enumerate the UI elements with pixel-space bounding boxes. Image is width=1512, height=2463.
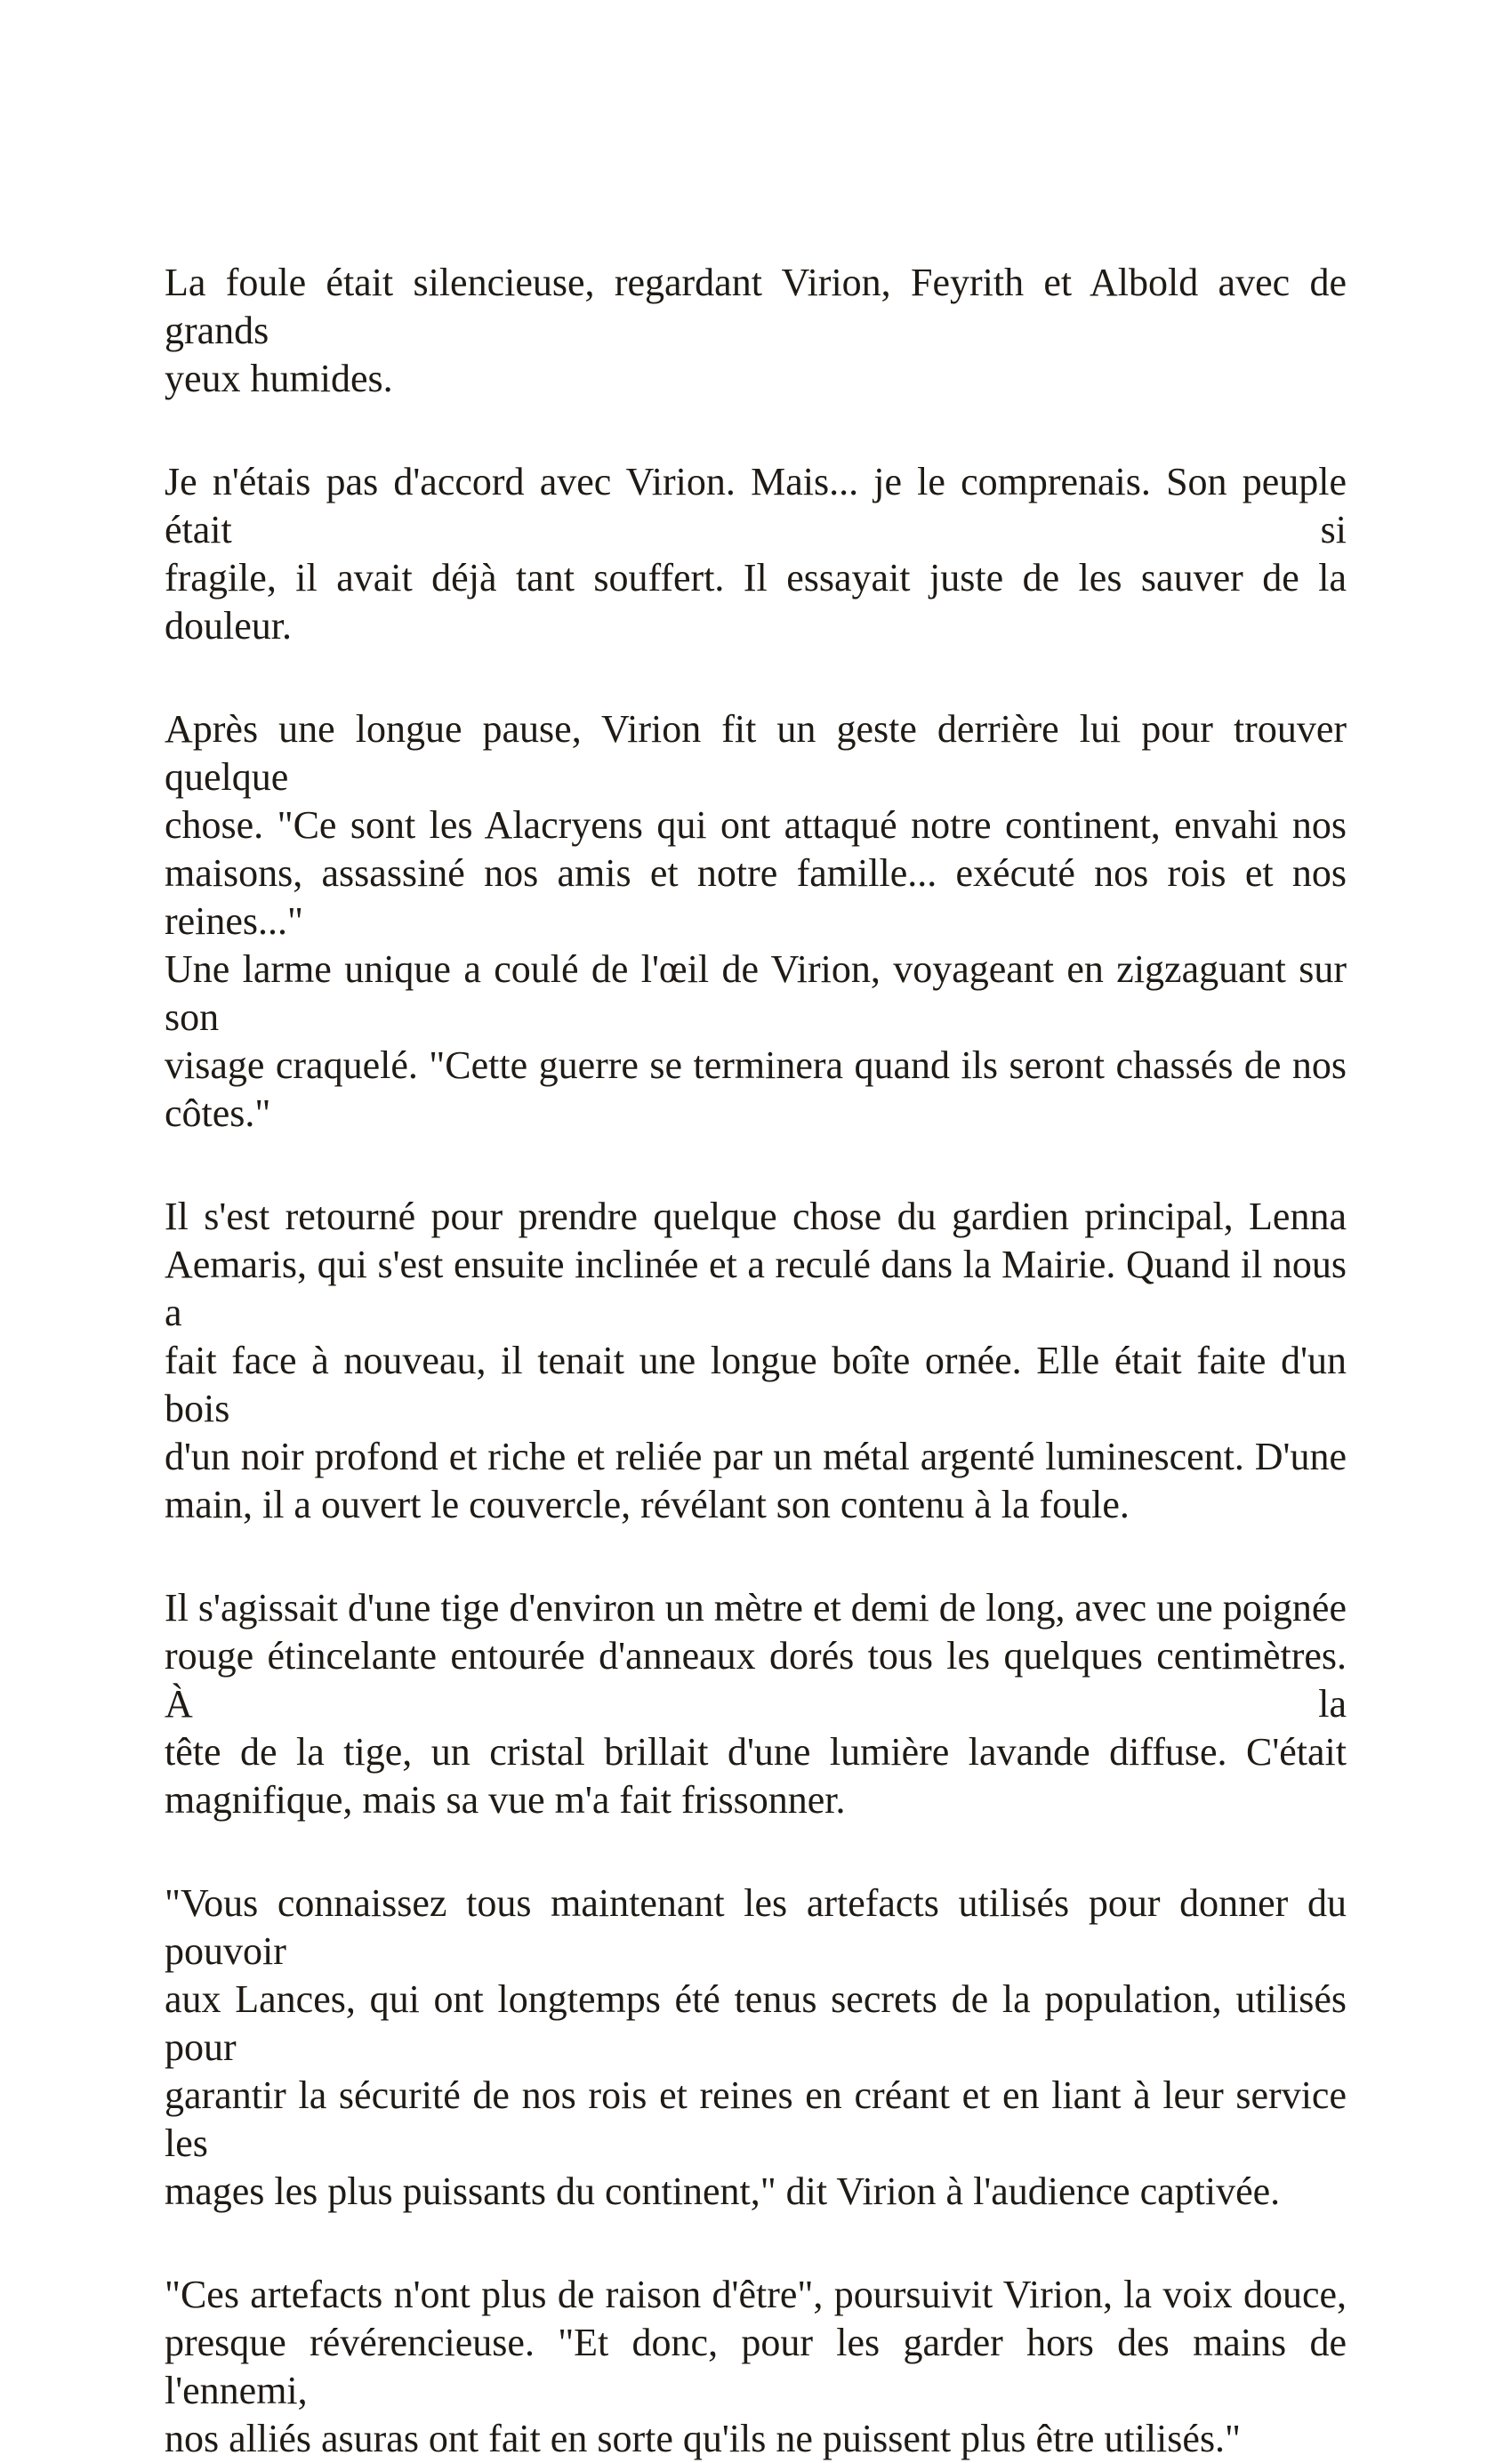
paragraph: [165, 705, 1347, 1138]
text-line: Aemaris, qui s'est ensuite inclinée et a reculé dans la Mairie. Quand il nous a: [165, 1243, 1347, 1334]
text-line: main, il a ouvert le couvercle, révélant son contenu à la foule.: [165, 1483, 1130, 1526]
text-line: La foule était silencieuse, regardant Virion, Feyrith et Albold avec de grands: [165, 261, 1347, 352]
text-line: garantir la sécurité de nos rois et reines en créant et en liant à leur service les: [165, 2073, 1347, 2165]
text-line: Après une longue pause, Virion fit un geste derrière lui pour trouver quelque: [165, 707, 1347, 799]
text-line: fragile, il avait déjà tant souffert. Il essayait juste de les sauver de la douleur.: [165, 556, 1347, 648]
paragraph: [165, 2271, 1347, 2463]
paragraph: [165, 1879, 1347, 2216]
text-line: tête de la tige, un cristal brillait d'une lumière lavande diffuse. C'était: [165, 1730, 1347, 1774]
text-line: Je n'étais pas d'accord avec Virion. Mais... je le comprenais. Son peuple était si: [165, 460, 1347, 551]
text-line: Une larme unique a coulé de l'œil de Virion, voyageant en zigzaguant sur son: [165, 947, 1347, 1039]
text-line: presque révérencieuse. "Et donc, pour les garder hors des mains de l'ennemi,: [165, 2321, 1347, 2412]
text-line: aux Lances, qui ont longtemps été tenus secrets de la population, utilisés pour: [165, 1977, 1347, 2069]
paragraph: [165, 458, 1347, 650]
text-line: visage craquelé. "Cette guerre se terminera quand ils seront chassés de nos: [165, 1043, 1347, 1087]
text-line: yeux humides.: [165, 357, 393, 400]
text-line: maisons, assassiné nos amis et notre famille... exécuté nos rois et nos reines...": [165, 851, 1347, 943]
text-line: "Vous connaissez tous maintenant les artefacts utilisés pour donner du pouvoir: [165, 1881, 1347, 1973]
text-line: d'un noir profond et riche et reliée par un métal argenté luminescent. D'une: [165, 1435, 1347, 1478]
text-line: "Ces artefacts n'ont plus de raison d'être", poursuivit Virion, la voix douce,: [165, 2273, 1347, 2316]
text-line: nos alliés asuras ont fait en sorte qu'ils ne puissent plus être utilisés.": [165, 2417, 1242, 2460]
text-line: chose. "Ce sont les Alacryens qui ont attaqué notre continent, envahi nos: [165, 803, 1347, 847]
text-line: côtes.": [165, 1091, 271, 1135]
text-line: Il s'est retourné pour prendre quelque chose du gardien principal, Lenna: [165, 1195, 1347, 1238]
text-line: Il s'agissait d'une tige d'environ un mètre et demi de long, avec une poignée: [165, 1586, 1347, 1630]
text-line: fait face à nouveau, il tenait une longue boîte ornée. Elle était faite d'un bois: [165, 1339, 1347, 1430]
text-line: mages les plus puissants du continent," dit Virion à l'audience captivée.: [165, 2169, 1281, 2213]
text-line: magnifique, mais sa vue m'a fait frissonner.: [165, 1778, 846, 1822]
paragraph: [165, 1584, 1347, 1824]
text-block: [165, 259, 1347, 2463]
text-line: rouge étincelante entourée d'anneaux dorés tous les quelques centimètres. À la: [165, 1634, 1347, 1726]
paragraph: [165, 1193, 1347, 1529]
paragraph: [165, 259, 1347, 403]
